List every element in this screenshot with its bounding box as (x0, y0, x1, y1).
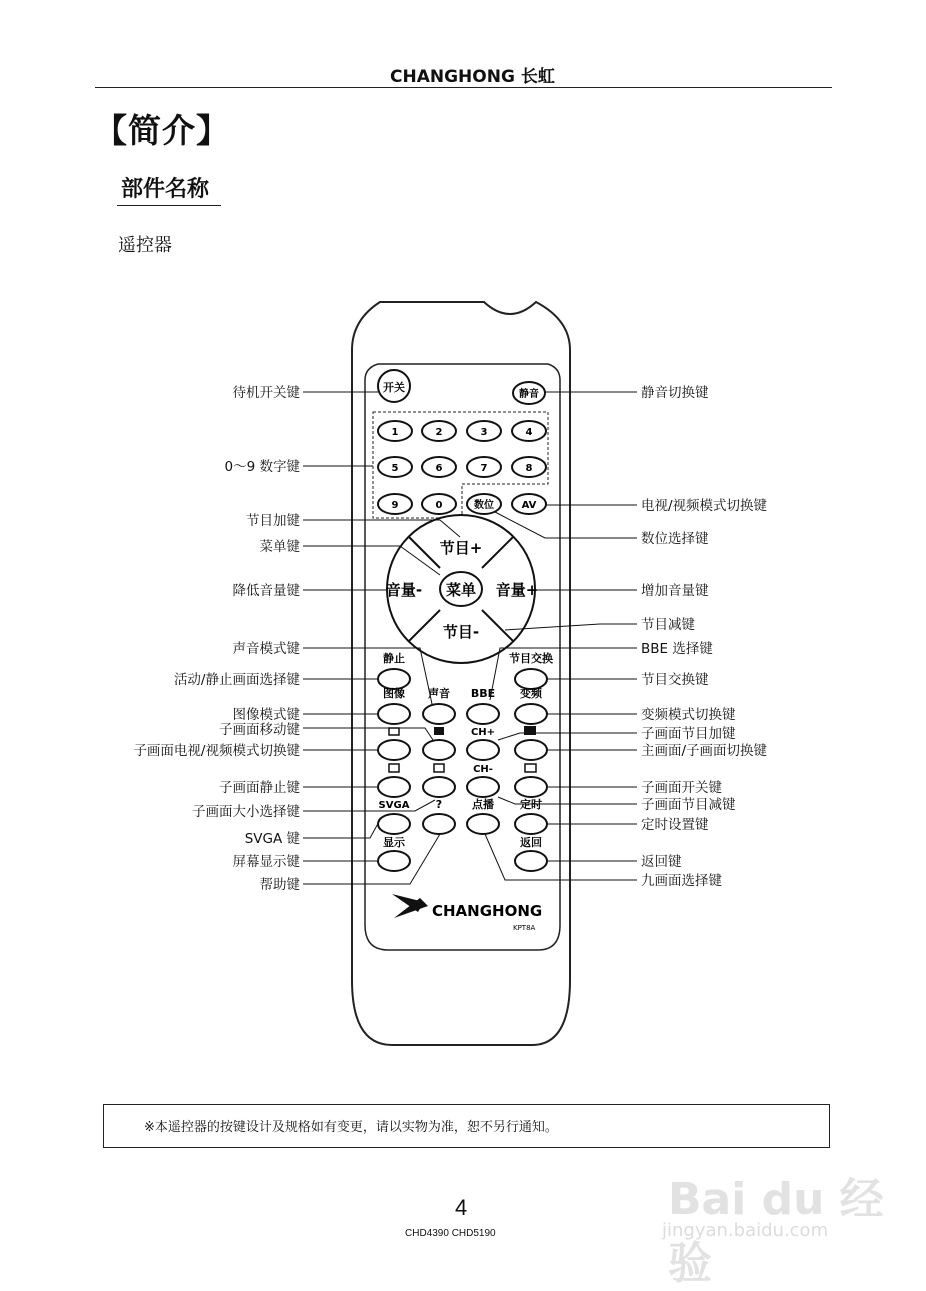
subsection-title: 遥控器 (118, 235, 172, 256)
label-sub-move: 子画面移动键 (219, 722, 300, 738)
label-timer: 定时设置键 (641, 817, 709, 833)
freq-label: 变频 (520, 687, 542, 700)
digit-label: 1 (391, 427, 399, 438)
label-display: 屏幕显示键 (232, 854, 300, 870)
display-button[interactable] (378, 851, 410, 871)
vol-down-button[interactable]: 音量- (385, 581, 423, 599)
note-text: ※本遥控器的按键设计及规格如有变更，请以实物为准，恕不另行通知。 (144, 1120, 558, 1135)
page-number: 4 (455, 1195, 468, 1220)
still-button[interactable] (378, 669, 410, 689)
header-brand: CHANGHONG 长虹 (390, 67, 555, 87)
label-prog-down: 节目减键 (641, 617, 695, 633)
display-label: 显示 (383, 836, 405, 849)
power-button-label: 开关 (383, 381, 405, 394)
label-still: 活动/静止画面选择键 (173, 672, 300, 688)
still-label: 静止 (383, 652, 405, 665)
digit-button-9[interactable] (378, 494, 412, 514)
power-button[interactable] (378, 370, 410, 402)
digit-label: 8 (525, 463, 533, 474)
digit-button-8[interactable] (512, 457, 546, 477)
label-vol-down: 降低音量键 (232, 583, 300, 599)
label-sub-size: 子画面大小选择键 (192, 804, 300, 820)
timer-button[interactable] (515, 814, 547, 834)
page-title: 【简介】 (94, 111, 230, 150)
freq-button[interactable] (515, 704, 547, 724)
digit-label: 0 (435, 500, 443, 511)
svga-button[interactable] (378, 814, 410, 834)
prog-swap-button[interactable] (515, 669, 547, 689)
label-mute: 静音切换键 (641, 385, 709, 401)
digit-label: 6 (435, 463, 443, 474)
digit-label: 3 (480, 427, 488, 438)
digit-button-1[interactable] (378, 421, 412, 441)
digit-button-3[interactable] (467, 421, 501, 441)
label-bbe: BBE 选择键 (641, 641, 713, 657)
help-button[interactable] (423, 814, 455, 834)
digits-button[interactable] (467, 494, 501, 514)
digit-button-2[interactable] (422, 421, 456, 441)
label-sub-prog-up: 子画面节目加键 (641, 726, 736, 742)
av-button[interactable] (512, 494, 546, 514)
label-vol-up: 增加音量键 (641, 583, 709, 599)
watermark-logo: Bai du 经验 (668, 1174, 884, 1289)
back-button[interactable] (515, 851, 547, 871)
main-sub-switch-icon (524, 726, 536, 735)
label-help: 帮助键 (259, 877, 300, 893)
vol-up-button[interactable]: 音量+ (495, 581, 539, 599)
label-freq: 变频模式切换键 (641, 707, 736, 723)
mute-button[interactable] (513, 382, 545, 404)
label-sub-prog-down: 子画面节目减键 (641, 797, 736, 813)
mute-button-label: 静音 (519, 389, 539, 400)
sub-move-icon (434, 727, 444, 735)
digit-label: 4 (525, 427, 533, 438)
sound-label: 声音 (428, 687, 450, 700)
ch-plus-label: CH+ (470, 727, 496, 738)
ch-minus-button[interactable] (467, 777, 499, 797)
sub-still-icon (389, 764, 399, 772)
spot-label: 点播 (472, 798, 494, 811)
picture-label: 图像 (383, 687, 405, 700)
bbe-label: BBE (470, 687, 496, 700)
ch-minus-label: CH- (473, 764, 493, 775)
spot-button[interactable] (467, 814, 499, 834)
label-prog-up: 节目加键 (246, 513, 300, 529)
note-box (103, 1104, 830, 1148)
bbe-button[interactable] (467, 704, 499, 724)
label-sub-power: 子画面开关键 (641, 780, 722, 796)
svga-label: SVGA (378, 800, 410, 811)
timer-label: 定时 (520, 798, 542, 811)
label-back: 返回键 (641, 854, 682, 870)
help-label: ? (435, 798, 443, 811)
label-tvav: 电视/视频模式切换键 (641, 498, 768, 514)
ch-plus-button[interactable] (467, 740, 499, 760)
digit-button-4[interactable] (512, 421, 546, 441)
menu-label: 菜单 (445, 581, 477, 599)
label-menu: 菜单键 (259, 539, 300, 555)
label-nine-screen: 九画面选择键 (641, 873, 722, 889)
remote-logo: CHANGHONG (432, 902, 543, 920)
label-sub-tvav: 子画面电视/视频模式切换键 (133, 743, 300, 759)
label-sub-still: 子画面静止键 (219, 780, 300, 796)
label-svga: SVGA 键 (244, 831, 300, 847)
digit-label: 5 (391, 463, 399, 474)
sub-power-button[interactable] (515, 777, 547, 797)
digit-label: 9 (391, 500, 399, 511)
label-power: 待机开关键 (232, 385, 300, 401)
sub-tvav-button[interactable] (378, 740, 410, 760)
menu-button[interactable] (440, 572, 482, 606)
digit-button-6[interactable] (422, 457, 456, 477)
label-digits: 0～9 数字键 (224, 459, 300, 475)
sub-size-button[interactable] (423, 777, 455, 797)
label-picture-mode: 图像模式键 (232, 707, 300, 723)
digit-button-7[interactable] (467, 457, 501, 477)
sound-button[interactable] (423, 704, 455, 724)
av-label: AV (521, 500, 537, 511)
digit-button-0[interactable] (422, 494, 456, 514)
main-sub-switch-button[interactable] (515, 740, 547, 760)
section-title: 部件名称 (121, 177, 210, 202)
label-sound-mode: 声音模式键 (232, 641, 300, 657)
digit-label: 7 (480, 463, 488, 474)
sub-tvav-icon (389, 728, 399, 735)
picture-button[interactable] (378, 704, 410, 724)
watermark-url: jingyan.baidu.com (662, 1220, 829, 1241)
model-numbers: CHD4390 CHD5190 (405, 1228, 496, 1239)
label-digit-select: 数位选择键 (641, 531, 709, 547)
remote-model: KPT8A (513, 924, 536, 932)
sub-move-button[interactable] (423, 740, 455, 760)
prog-up-button[interactable]: 节目+ (439, 539, 483, 557)
label-prog-swap: 节目交换键 (641, 672, 709, 688)
changhong-logo-icon (392, 894, 428, 918)
prog-down-button[interactable]: 节目- (442, 623, 480, 641)
back-label: 返回 (520, 836, 542, 849)
label-main-sub: 主画面/子画面切换键 (641, 743, 768, 759)
digits-label: 数位 (474, 500, 494, 511)
sub-size-icon (434, 764, 444, 772)
sub-power-icon (525, 764, 536, 772)
digit-button-5[interactable] (378, 457, 412, 477)
prog-swap-label: 节目交换 (509, 652, 553, 665)
sub-still-button[interactable] (378, 777, 410, 797)
digit-label: 2 (435, 427, 443, 438)
